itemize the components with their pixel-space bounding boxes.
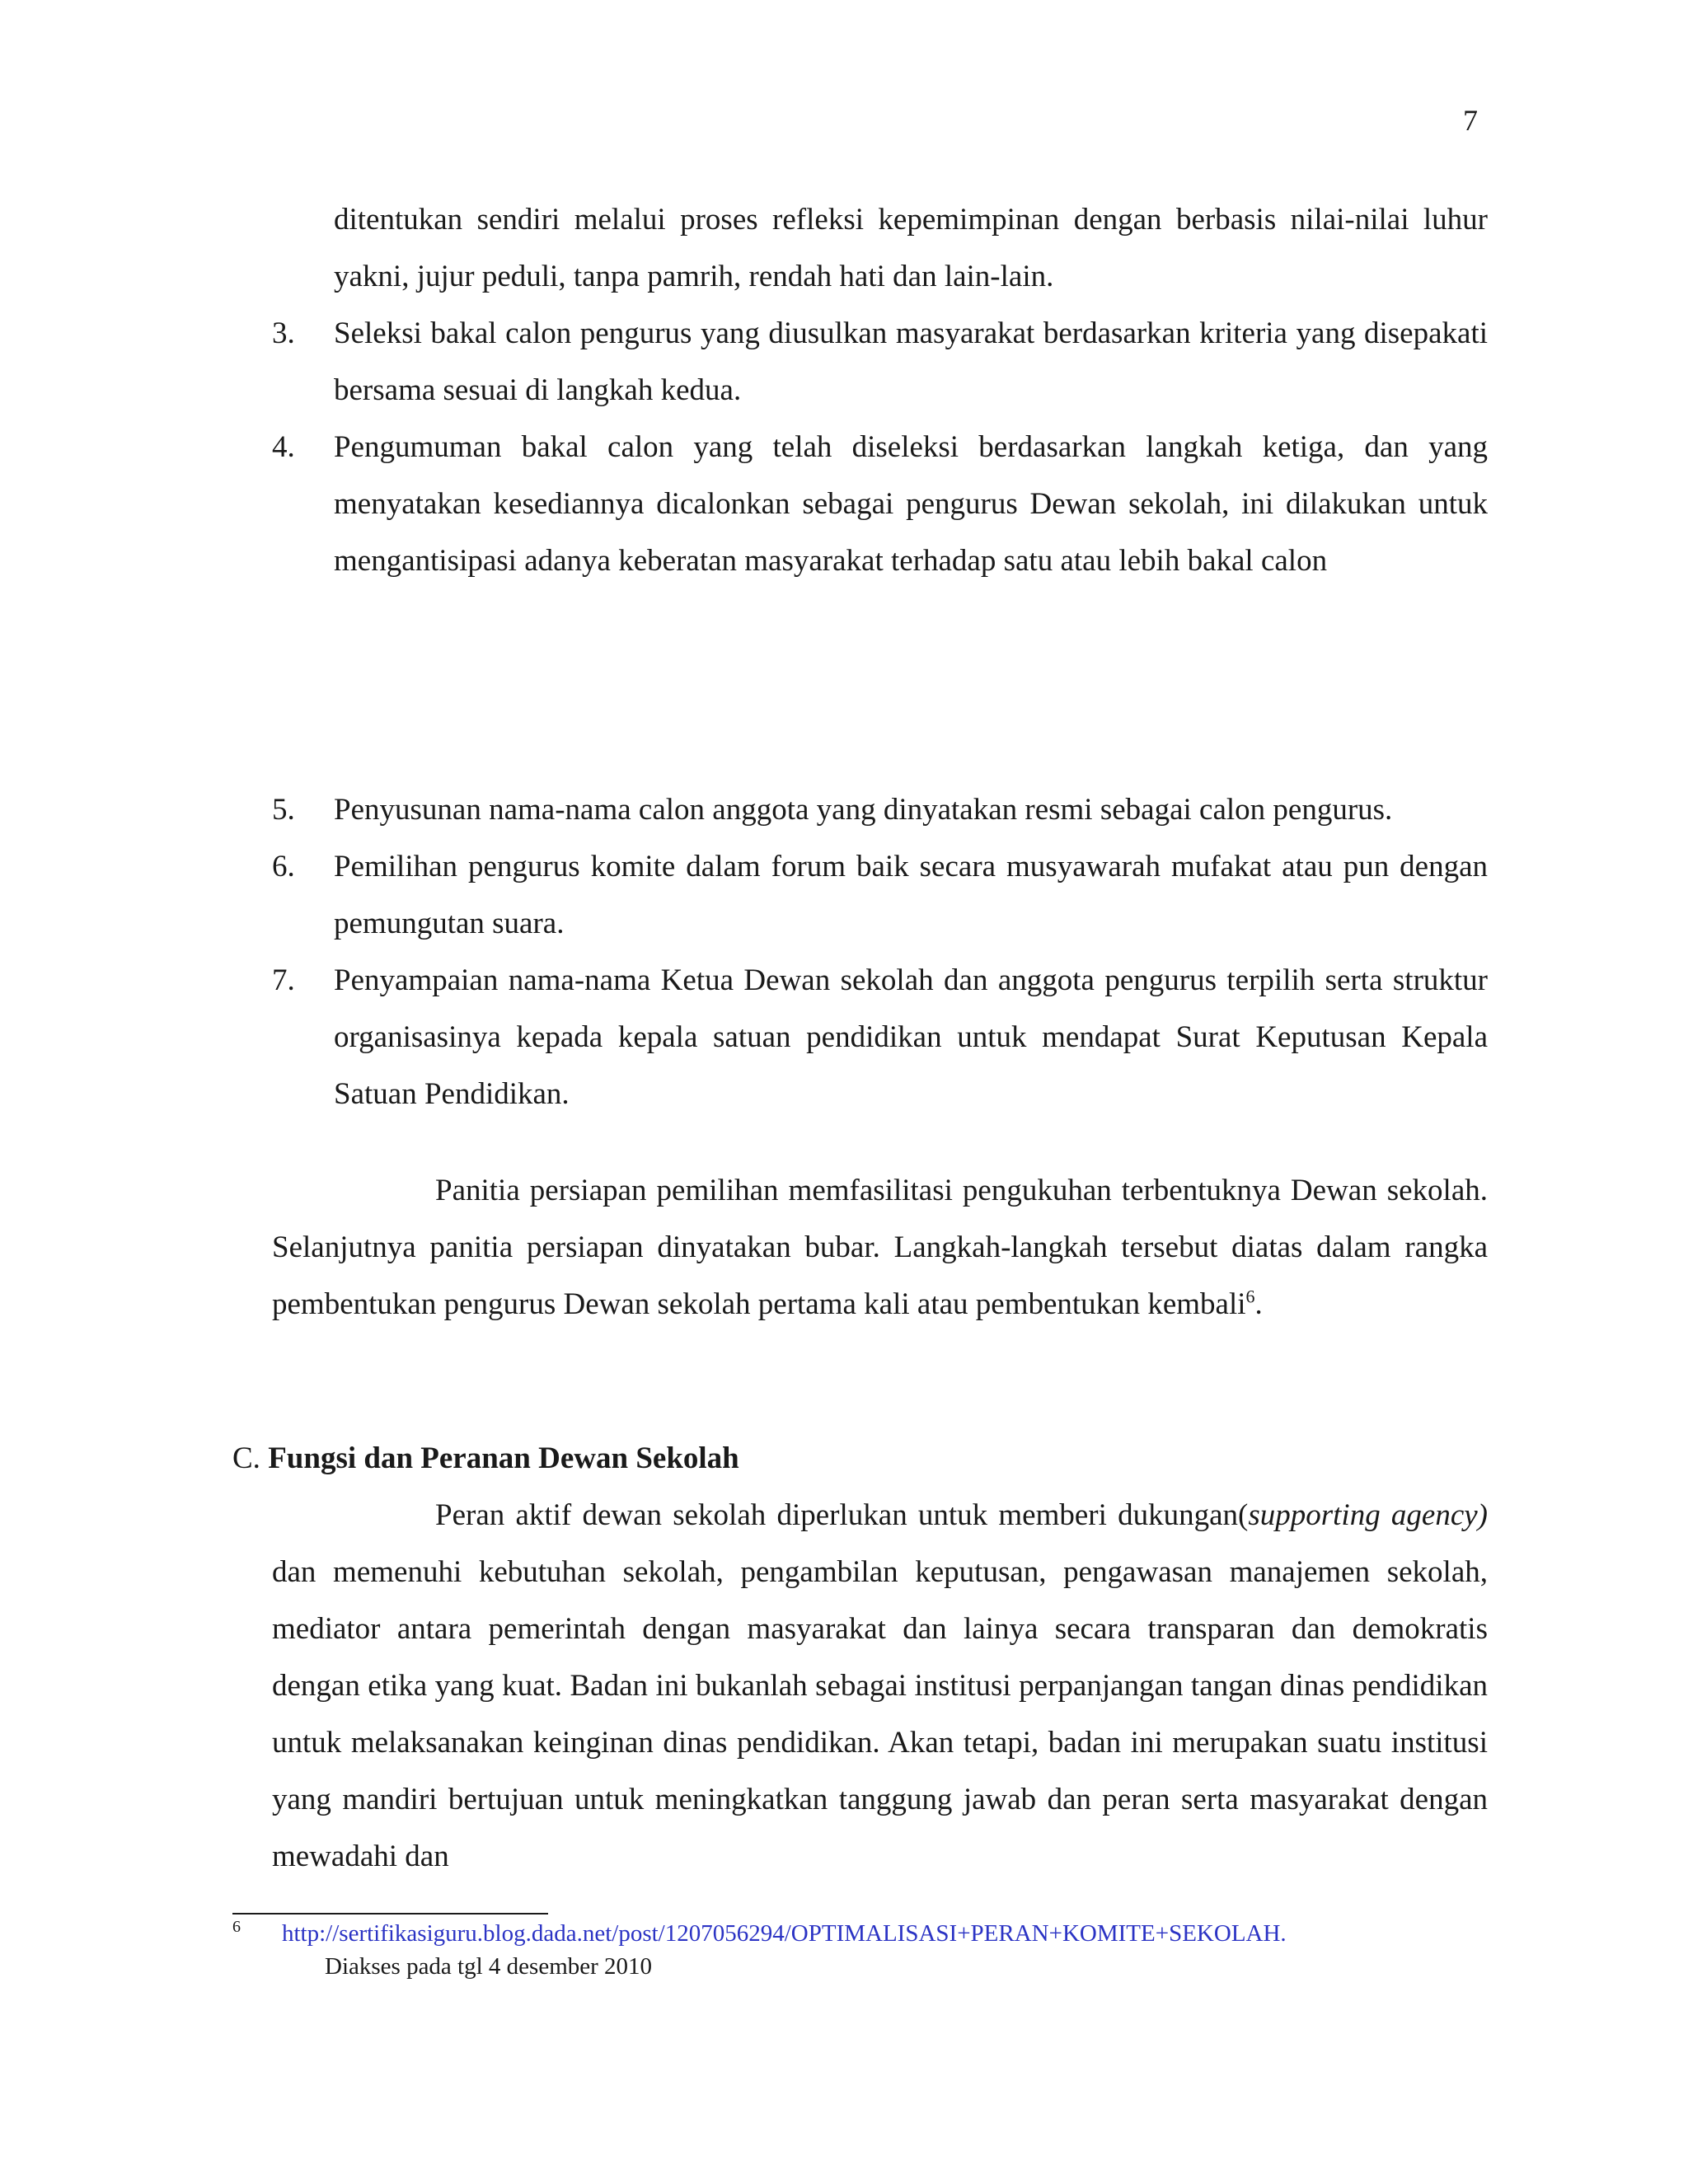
list-item-text: Pemilihan pengurus komite dalam forum baik secara musyawarah mufakat atau pun dengan pemungutan suara. [334, 850, 1488, 940]
section-paragraph-italic: supporting agency) [1248, 1498, 1488, 1532]
section-letter: C. [232, 1441, 260, 1475]
section-title: Fungsi dan Peranan Dewan Sekolah [268, 1441, 739, 1475]
footnote-link[interactable]: http://sertifikasiguru.blog.dada.net/post/1207056294/OPTIMALISASI+PERAN+KOMITE+SEKOLAH. [282, 1920, 1287, 1947]
list-item [272, 952, 1488, 1122]
list-item-number: 6. [272, 850, 295, 883]
footnote [232, 1917, 1551, 1983]
closing-paragraph-text: Panitia persiapan pemilihan memfasilitasi pengukuhan terbentuknya Dewan sekolah. Selanjutnya panitia persiapan dinyatakan bubar. Langkah-langkah tersebut diatas dalam rangka pembentukan pengurus Dewan sekolah pertama kali atau pembentukan kembali [272, 1174, 1488, 1321]
step-list-b [272, 781, 1488, 1122]
footnote-reference[interactable]: 6 [1245, 1286, 1255, 1307]
list-item-continuation-text: ditentukan sendiri melalui proses refleksi kepemimpinan dengan berbasis nilai-nilai luhur yakni, jujur peduli, tanpa pamrih, rendah hati dan lain-lain. [334, 203, 1488, 293]
list-item-text: Penyusunan nama-nama calon anggota yang dinyatakan resmi sebagai calon pengurus. [334, 793, 1393, 827]
step-list-a [272, 305, 1488, 589]
list-item-text: Penyampaian nama-nama Ketua Dewan sekolah dan anggota pengurus terpilih serta struktur organisasinya kepada kepala satuan pendidikan untuk mendapat Surat Keputusan Kepala Satuan Pendidikan. [334, 963, 1488, 1111]
section-paragraph-rest: dan memenuhi kebutuhan sekolah, pengambilan keputusan, pengawasan manajemen sekolah, mediator antara pemerintah dengan masyarakat dan lainya secara transparan dan demokratis dengan etika yang kuat. Badan ini bukanlah sebagai institusi perpanjangan tangan dinas pendidikan untuk melaksanakan keinginan dinas pendidikan. Akan tetapi, badan ini merupakan suatu institusi yang mandiri bertujuan untuk meningkatkan tanggung jawab dan peran serta masyarakat dengan mewadahi dan [272, 1555, 1488, 1873]
list-item-number: 7. [272, 963, 295, 997]
list-item-number: 5. [272, 793, 295, 827]
list-item [272, 781, 1488, 838]
section-paragraph [272, 1487, 1488, 1885]
list-item-number: 3. [272, 316, 295, 350]
list-item [272, 419, 1488, 589]
list-item [272, 305, 1488, 419]
list-item [272, 838, 1488, 952]
section-heading [232, 1430, 739, 1487]
footnote-accessed-date: Diakses pada tgl 4 desember 2010 [325, 1953, 653, 1980]
closing-paragraph-end: . [1254, 1287, 1263, 1321]
list-item-number: 4. [272, 430, 295, 464]
section-paragraph-start: Peran aktif dewan sekolah diperlukan untuk memberi dukungan( [435, 1498, 1249, 1532]
closing-paragraph [272, 1162, 1488, 1333]
footnote-mark: 6 [232, 1918, 241, 1936]
page-number: 7 [1463, 104, 1478, 137]
footnote-separator [232, 1913, 548, 1915]
list-item-text: Pengumuman bakal calon yang telah diseleksi berdasarkan langkah ketiga, dan yang menyatakan kesediannya dicalonkan sebagai pengurus Dewan sekolah, ini dilakukan untuk mengantisipasi adanya keberatan masyarakat terhadap satu atau lebih bakal calon [334, 430, 1488, 578]
list-item-text: Seleksi bakal calon pengurus yang diusulkan masyarakat berdasarkan kriteria yang disepakati bersama sesuai di langkah kedua. [334, 316, 1488, 407]
list-continuation [272, 191, 1488, 305]
